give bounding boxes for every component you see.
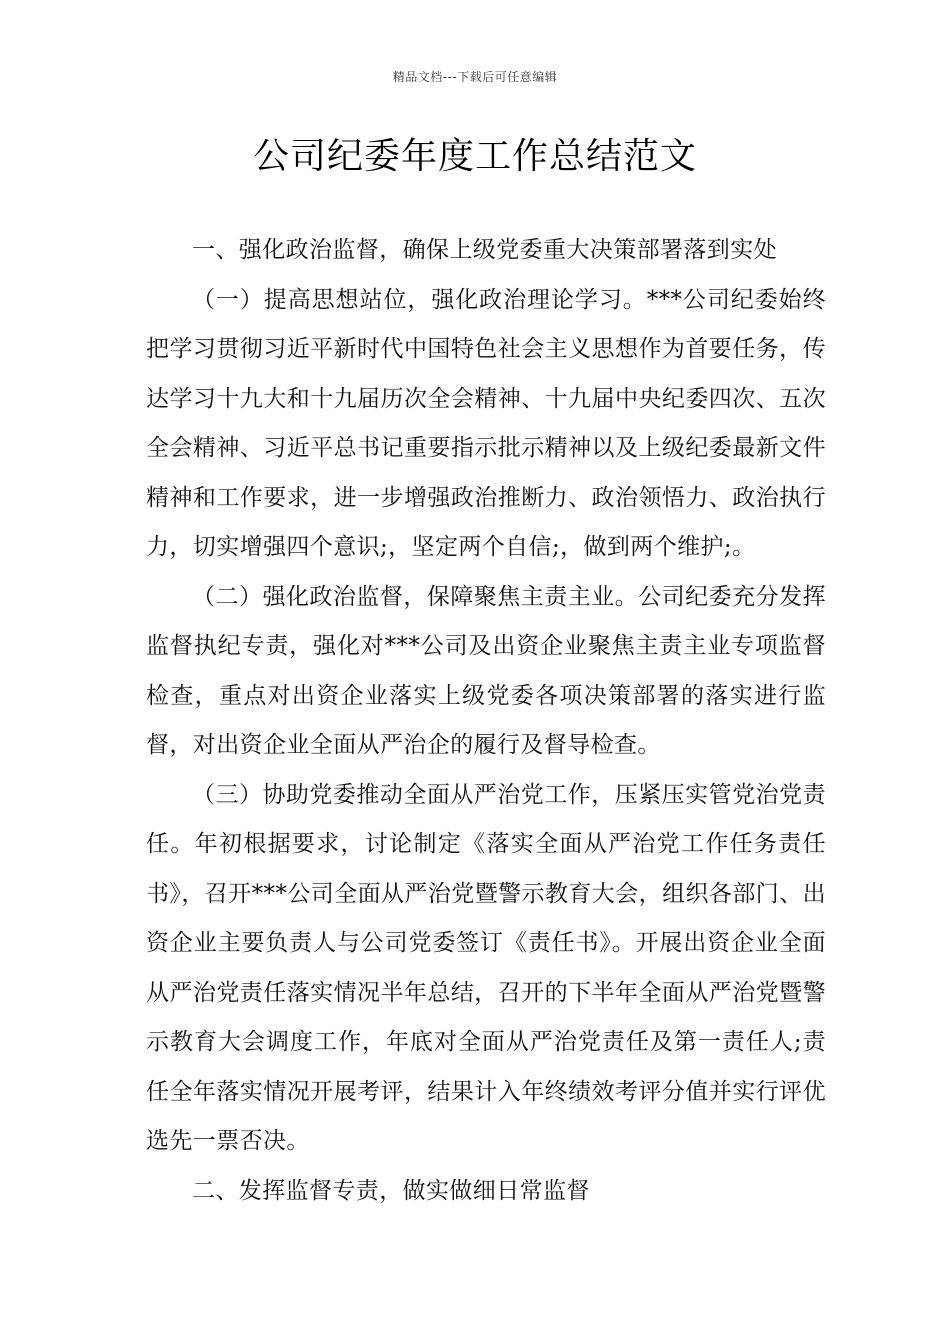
paragraph-3: （三）协助党委推动全面从严治党工作，压紧压实管党治党责任。年初根据要求，讨论制定《落实全面从严治党工作任务责任书》，召开***公司全面从严治党暨警示教育大会，组织各部门、出资企业主要负责人与公司党委签订《责任书》。开展出资企业全面从严治党责任落实情况半年总结，召开的下半年全面从严治党暨警示教育大会调度工作，年底对全面从严治党责任及第一责任人;责任全年落实情况开展考评，结果计入年终绩效考评分值并实行评优选先一票否决。 bbox=[146, 781, 826, 1154]
paragraph-1: （一）提高思想站位，强化政治理论学习。***公司纪委始终把学习贯彻习近平新时代中国特色社会主义思想作为首要任务，传达学习十九大和十九届历次全会精神、十九届中央纪委四次、五次全会精神、习近平总书记重要指示批示精神以及上级纪委最新文件精神和工作要求，进一步增强政治推断力、政治领悟力、政治执行力，切实增强四个意识;，坚定两个自信;，做到两个维护;。 bbox=[146, 286, 826, 560]
paragraph-2: （二）强化政治监督，保障聚焦主责主业。公司纪委充分发挥监督执纪专责，强化对***公司及出资企业聚焦主责主业专项监督检查，重点对出资企业落实上级党委各项决策部署的落实进行监督，对出资企业全面从严治企的履行及督导检查。 bbox=[146, 583, 826, 758]
header-note: 精品文档---下载后可任意编辑 bbox=[392, 70, 558, 84]
document-body bbox=[146, 226, 826, 1216]
section-heading-2: 二、发挥监督专责，做实做细日常监督 bbox=[192, 1177, 590, 1204]
section-heading-1: 一、强化政治监督，确保上级党委重大决策部署落到实处 bbox=[192, 237, 777, 263]
page-title: 公司纪委年度工作总结范文 bbox=[252, 136, 697, 177]
